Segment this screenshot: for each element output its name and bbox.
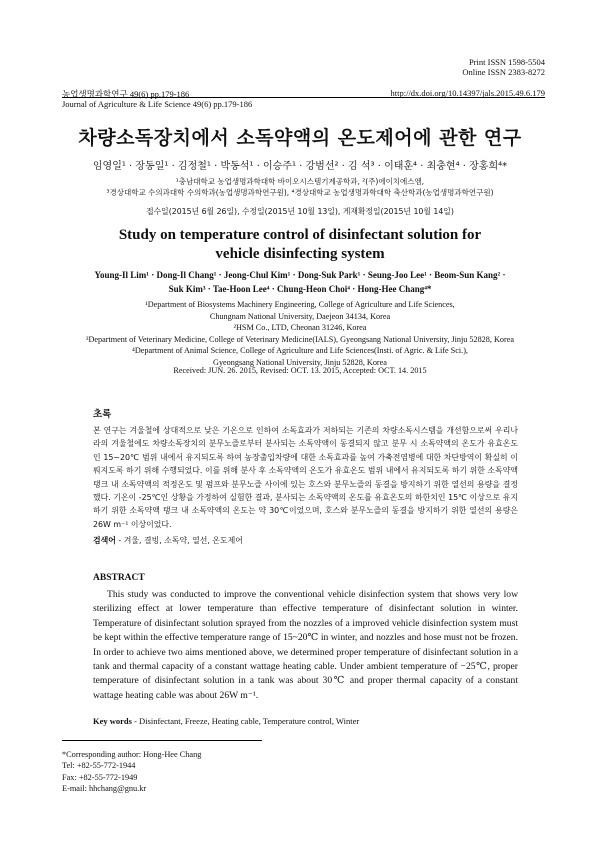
corresponding-author: *Corresponding author: Hong-Hee Chang [62,750,202,759]
email-link[interactable]: E-mail: hhchang@gnu.kr [62,783,147,793]
english-affiliation-line: Gyeongsang National University, Jinju 52828, Korea [213,357,387,367]
english-affiliation-line: ¹Department of Biosystems Machinery Engineering, College of Agriculture and Life Sciences, [145,300,455,309]
korean-authors: 임영일¹ · 장동일¹ · 김정철¹ · 박동석¹ · 이승주¹ · 강범선² · 김 석³ · 이태훈⁴ · 최충현⁴ · 장홍희⁴* [92,161,508,172]
korean-keywords [93,535,243,546]
korean-affiliations [40,176,560,198]
korean-keywords-label: 검색어 [93,536,116,545]
korean-title: 차량소독장치에서 소독약액의 온도제어에 관한 연구 [78,127,522,149]
korean-abstract-heading: 초록 [93,409,112,420]
print-issn: Print ISSN 1598-5504 [468,57,545,67]
english-title [40,226,560,264]
english-keywords [93,716,359,726]
korean-affiliation-line: ¹충남대학교 농업생명과학대학 바이오시스템기계공학과, ²(주)에이치에스엠, [175,177,425,186]
korean-keywords-list: - 겨울, 결빙, 소독약, 열선, 온도제어 [115,536,243,545]
english-received-dates: Received: JUN. 26. 2015, Revised: OCT. 13. 2015, Accepted: OCT. 14. 2015 [173,366,427,375]
english-affiliation-line: ²HSM Co., LTD, Cheonan 31246, Korea [233,323,367,332]
korean-affiliation-line: ³경상대학교 수의과대학 수의학과(농업생명과학연구원), ⁴경상대학교 농업생명과학대학 축산학과(농업생명과학연구원) [106,188,494,197]
english-authors [40,268,560,296]
korean-received-dates: 접수일(2015년 6월 26일), 수정일(2015년 10월 13일), 게재확정일(2015년 10월 14일) [146,207,454,216]
issn-block [462,57,545,77]
header-rule [62,97,545,98]
journal-english-citation: Journal of Agriculture & Life Science 49(6) pp.179-186 [62,99,253,109]
english-affiliation-line: ⁴Department of Animal Science, College of Agriculture and Life Sciences(Insti. of Agric. & Life Sci.), [132,346,468,355]
english-abstract-body: This study was conducted to improve the conventional vehicle disinfection system that shows very low sterilizing effect at lower temperature than effective temperature of disinfectant solution in winter. Temperature of disinfectant solution sprayed from the nozzles of a improved vehicle disinfection system must be kept within the effective temperature range of 15~20℃ in winter, and nozzles and hose must not be frozen. In order to achieve two aims mentioned above, we determined proper temperature of disinfectant solution in a tank and thermal capacity of a constant wattage heating cable. Under ambient temperature of −25℃, proper temperature of disinfectant solution in a tank was about 30℃ and proper thermal capacity of a constant wattage heating cable was about 26W m⁻¹. [93,589,518,701]
online-issn: Online ISSN 2383-8272 [462,67,545,77]
english-authors-line: Young-Il Lim¹ · Dong-Il Chang¹ · Jeong-Chul Kim¹ · Dong-Suk Park¹ · Seung-Joo Lee¹ · Beom-Sun Kang² · [94,270,506,280]
english-abstract-heading: ABSTRACT [93,573,145,583]
english-affiliation-line: Chungnam National University, Daejeon 34134, Korea [209,311,391,321]
corresponding-author-footnote [62,749,201,794]
tel: Tel: +82-55-772-1944 [62,761,136,771]
english-affiliation-line: ³Department of Veterinary Medicine, College of Veterinary Medicine(IALS), Gyeongsang National University, Jinju 52828, Korea [86,334,514,344]
korean-abstract-body: 본 연구는 겨울철에 상대적으로 낮은 기온으로 인하여 소독효과가 저하되는 기존의 차량소독시스템을 개선함으로써 우리나라의 겨울철에도 차량소독장치의 분무노즐로부터 분사되는 소독약액이 동결되지 않고 분무 시 소독약액의 온도가 유효온도인 15~20℃ 범위 내에서 유지되도록 하여 농장출입차량에 대한 소독효과를 높여 가축전염병에 대한 차단방역이 확실히 이뤄지도록 하기 위해 수행되었다. 이를 위해 분사 후 소독약액의 온도가 유효온도 범위 내에서 유지되도록 하기 위한 소독약액탱크 내 소독약액의 적정온도 및 펌프와 분무노즐 사이에 있는 호스와 분무노즐의 동결을 방지하기 위한 열선의 용량을 결정했다. 기온이 -25℃인 상황을 가정하여 실험한 결과, 분사되는 소독약액의 온도를 유효온도의 하한치인 15℃ 이상으로 유지하기 위한 소독약액 탱크 내 소독약액의 온도는 약 30℃이었으며, 호스와 분무노즐의 동결을 방지하기 위한 열선의 용량은 26W m⁻¹ 이상이었다. [93,426,518,529]
journal-korean-citation: 농업생명과학연구 49(6) pp.179-186 [62,89,190,99]
english-title-line: vehicle disinfecting system [215,246,385,262]
english-authors-line: Suk Kim³ · Tae-Hoon Lee⁴ · Chung-Heon Choi⁴ · Hong-Hee Chang⁴* [168,284,432,294]
english-keywords-label: Key words [93,716,132,726]
doi-link[interactable]: http://dx.doi.org/10.14397/jals.2015.49.6.179 [390,88,545,98]
english-affiliations [40,299,560,368]
english-title-line: Study on temperature control of disinfectant solution for [118,227,482,243]
english-keywords-list: - Disinfectant, Freeze, Heating cable, Temperature control, Winter [131,716,360,726]
fax: Fax: +82-55-772-1949 [62,772,138,782]
footnote-rule [62,740,262,741]
